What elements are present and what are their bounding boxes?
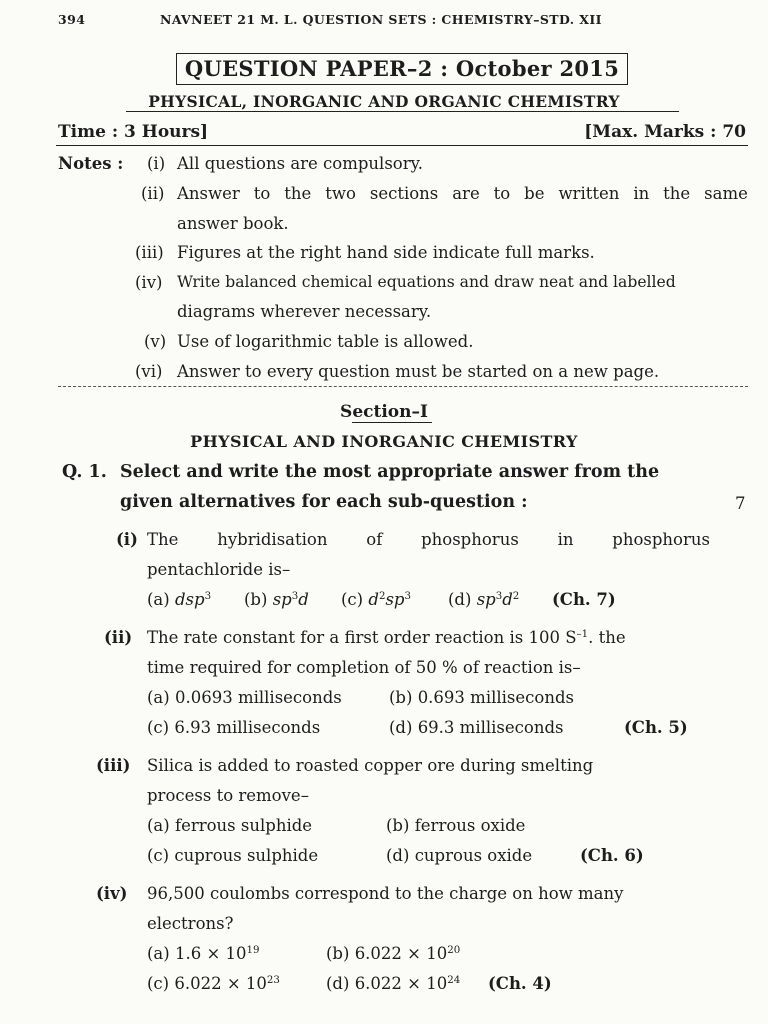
- option-text: 1.6 × 10: [174, 944, 247, 963]
- option-label: (a): [147, 816, 170, 835]
- note-text: Answer to the two sections are to be written in the same: [177, 184, 748, 203]
- book-title: NAVNEET 21 M. L. QUESTION SETS : CHEMISTRY–STD. XII: [160, 12, 602, 27]
- question-text: Select and write the most appropriate answer from the: [120, 462, 660, 482]
- note-text: All questions are compulsory.: [177, 154, 424, 173]
- option-formula-tail: sp: [385, 590, 405, 609]
- note-number: (iv): [135, 273, 163, 292]
- chapter-reference: (Ch. 4): [488, 974, 552, 993]
- option-c: [147, 718, 320, 737]
- question-marks: 7: [735, 494, 746, 513]
- subquestion-text: The hybridisation of phosphorus in phosphorus: [147, 530, 710, 549]
- option-label: (d): [389, 718, 413, 737]
- option-formula-tail: d: [298, 590, 309, 609]
- subquestion-text: Silica is added to roasted copper ore during smelting: [147, 756, 594, 775]
- option-label: (b): [326, 944, 350, 963]
- subquestion-number: (iv): [96, 884, 128, 903]
- option-a: [147, 688, 342, 707]
- option-b: [326, 944, 460, 963]
- option-text: 69.3 milliseconds: [417, 718, 564, 737]
- subquestion-text: time required for completion of 50 % of reaction is–: [147, 658, 581, 677]
- option-d: [389, 718, 564, 737]
- option-b: [389, 688, 574, 707]
- option-label: (c): [147, 846, 170, 865]
- option-text: 6.022 × 10: [354, 974, 448, 993]
- option-exponent: 24: [447, 974, 461, 986]
- option-formula: sp: [476, 590, 496, 609]
- paper-title: QUESTION PAPER–2 : October 2015: [184, 56, 620, 81]
- option-label: (c): [147, 718, 170, 737]
- option-text: 0.693 milliseconds: [417, 688, 574, 707]
- option-superscript: 3: [291, 590, 299, 602]
- option-a: [147, 590, 211, 609]
- option-b: [244, 590, 309, 609]
- option-formula: d: [368, 590, 379, 609]
- chapter-reference: (Ch. 5): [624, 718, 688, 737]
- note-text: Use of logarithmic table is allowed.: [177, 332, 474, 351]
- option-d: [386, 846, 532, 865]
- note-number: (iii): [135, 243, 164, 262]
- option-c: [147, 846, 318, 865]
- option-label: (b): [389, 688, 413, 707]
- option-b: [386, 816, 525, 835]
- subquestion-text: electrons?: [147, 914, 234, 933]
- option-c: [147, 974, 280, 993]
- option-d: [326, 974, 460, 993]
- option-label: (b): [386, 816, 410, 835]
- dashed-separator: [58, 386, 748, 387]
- subquestion-number: (ii): [104, 628, 133, 647]
- note-text: Answer to every question must be started on a new page.: [177, 362, 660, 381]
- option-text: 6.93 milliseconds: [174, 718, 321, 737]
- option-text: ferrous sulphide: [174, 816, 313, 835]
- option-superscript: 3: [204, 590, 212, 602]
- option-exponent: 23: [266, 974, 280, 986]
- option-text: ferrous oxide: [414, 816, 526, 835]
- subquestion-text: [147, 628, 626, 647]
- option-label: (c): [341, 590, 364, 609]
- option-label: (a): [147, 944, 170, 963]
- option-label: (a): [147, 590, 170, 609]
- header-rule: [56, 145, 748, 146]
- option-exponent: 19: [246, 944, 260, 956]
- note-text: Figures at the right hand side indicate full marks.: [177, 243, 595, 262]
- option-a: [147, 816, 312, 835]
- subquestion-text: 96,500 coulombs correspond to the charge on how many: [147, 884, 624, 903]
- page-number: 394: [58, 12, 86, 27]
- option-exponent: 20: [447, 944, 461, 956]
- section-subheading: PHYSICAL AND INORGANIC CHEMISTRY: [190, 432, 578, 451]
- chapter-reference: (Ch. 6): [580, 846, 644, 865]
- option-formula: sp: [272, 590, 292, 609]
- option-label: (d): [386, 846, 410, 865]
- notes-label: Notes :: [58, 154, 124, 173]
- subquestion-text: pentachloride is–: [147, 560, 291, 579]
- rate-unit-superscript: –1: [576, 628, 589, 640]
- option-c: [341, 590, 411, 609]
- option-text: cuprous sulphide: [174, 846, 319, 865]
- option-formula: dsp: [174, 590, 205, 609]
- option-label: (c): [147, 974, 170, 993]
- option-text: 0.0693 milliseconds: [174, 688, 342, 707]
- note-number: (vi): [135, 362, 163, 381]
- subtitle-underline: [126, 111, 679, 112]
- option-formula-tail: d: [502, 590, 513, 609]
- subquestion-text-main: The rate constant for a first order reaction is 100 S: [147, 628, 577, 647]
- time-allowed: Time : 3 Hours]: [58, 122, 209, 142]
- option-label: (b): [244, 590, 268, 609]
- option-superscript: 2: [512, 590, 520, 602]
- subquestion-text-end: . the: [588, 628, 626, 647]
- subquestion-number: (i): [116, 530, 138, 549]
- option-d: [448, 590, 519, 609]
- subquestion-number: (iii): [96, 756, 131, 775]
- option-superscript: 3: [404, 590, 411, 602]
- option-superscript: 3: [495, 590, 503, 602]
- option-a: [147, 944, 260, 963]
- subquestion-text: process to remove–: [147, 786, 309, 805]
- note-text: diagrams wherever necessary.: [177, 302, 432, 321]
- option-text: 6.022 × 10: [354, 944, 448, 963]
- option-superscript: 2: [378, 590, 386, 602]
- option-label: (a): [147, 688, 170, 707]
- question-text: given alternatives for each sub-question :: [120, 492, 528, 512]
- note-text: answer book.: [177, 214, 289, 233]
- option-text: 6.022 × 10: [174, 974, 267, 993]
- question-number: Q. 1.: [62, 462, 107, 482]
- section-underline: [352, 422, 432, 423]
- section-heading: Section–I: [340, 402, 428, 422]
- option-label: (d): [448, 590, 472, 609]
- note-number: (ii): [141, 184, 165, 203]
- note-number: (i): [147, 154, 166, 173]
- chapter-reference: (Ch. 7): [552, 590, 616, 609]
- option-label: (d): [326, 974, 350, 993]
- note-text: Write balanced chemical equations and draw neat and labelled: [177, 273, 676, 291]
- option-text: cuprous oxide: [414, 846, 533, 865]
- max-marks: [Max. Marks : 70: [584, 122, 746, 142]
- note-number: (v): [144, 332, 167, 351]
- paper-subtitle: PHYSICAL, INORGANIC AND ORGANIC CHEMISTRY: [148, 92, 620, 111]
